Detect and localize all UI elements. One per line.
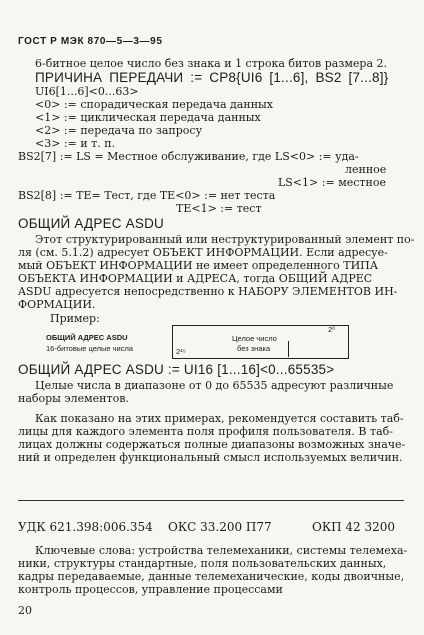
diagram-label-type: 16-битовые целые числа xyxy=(46,344,134,353)
text-line: <3> := и т. п. xyxy=(35,137,116,150)
keywords-line: кадры передаваемые, данные телемеханические, коды двоичные, xyxy=(18,570,405,583)
text-line: <0> := спорадическая передача данных xyxy=(35,98,273,111)
text-line: Целые числа в диапазоне от 0 до 65535 адресуют различные xyxy=(35,379,394,392)
diagram-cell-text: Целое число xyxy=(232,334,277,343)
keywords-line: Ключевые слова: устройства телемеханики, системы телемеха- xyxy=(35,544,408,557)
bit-weight-low: 2¹⁵ xyxy=(176,347,186,356)
text-line: ОБЪЕКТА ИНФОРМАЦИИ и АДРЕСА, тогда ОБЩИЙ АДРЕС xyxy=(18,272,373,285)
text-line: ний и определен функциональный смысл используемых величин. xyxy=(18,451,403,464)
keywords-line: ники, структуры стандартные, поля пользовательских данных, xyxy=(18,557,387,570)
text-line: LS<1> := местное xyxy=(278,176,386,189)
text-line: ля (см. 5.1.2) адресует ОБЪЕКТ ИНФОРМАЦИИ. Если адресуе- xyxy=(18,246,388,259)
okp-code: ОКП 42 3200 xyxy=(312,520,396,534)
bit-field-divider xyxy=(288,341,289,357)
diagram-cell-text: без знака xyxy=(237,344,271,353)
bit-weight-high: 2⁰ xyxy=(328,325,336,334)
text-line: ПРИЧИНА ПЕРЕДАЧИ := CP8{UI6 [1...6], BS2 [7...8]} xyxy=(35,70,389,85)
text-line: ОБЩИЙ АДРЕС ASDU := UI16 [1...16]<0...65535> xyxy=(18,362,335,377)
oks-code: ОКС 33.200 П77 xyxy=(168,520,272,534)
text-line: ФОРМАЦИИ. xyxy=(18,298,96,311)
page-header: ГОСТ Р МЭК 870—5—3—95 xyxy=(18,36,163,47)
text-line: <2> := передача по запросу xyxy=(35,124,203,137)
text-line: BS2[7] := LS = Местное обслуживание, где LS<0> := уда- xyxy=(18,150,359,163)
text-line: наборы элементов. xyxy=(18,392,129,405)
text-line: ASDU адресуется непосредственно к НАБОРУ ЭЛЕМЕНТОВ ИН- xyxy=(18,285,398,298)
page-number: 20 xyxy=(18,604,32,617)
text-line: ленное xyxy=(345,163,387,176)
text-line: лицы для каждого элемента поля профиля пользователя. В таб- xyxy=(18,425,393,438)
udk-code: УДК 621.398:006.354 xyxy=(18,520,153,534)
text-line: UI6[1...6]<0...63> xyxy=(35,85,139,98)
text-line: <1> := циклическая передача данных xyxy=(35,111,261,124)
keywords-line: контроль процессов, управление процессами xyxy=(18,583,283,596)
text-line: TE<1> := тест xyxy=(176,202,262,215)
diagram-label-address: ОБЩИЙ АДРЕС ASDU xyxy=(46,333,128,342)
text-line: Пример: xyxy=(50,312,100,325)
text-line: 6-битное целое число без знака и 1 строка битов размера 2. xyxy=(35,57,388,70)
divider xyxy=(18,500,404,501)
text-line: мый ОБЪЕКТ ИНФОРМАЦИИ не имеет определенного ТИПА xyxy=(18,259,379,272)
text-line: BS2[8] := TE= Тест, где TE<0> := нет теста xyxy=(18,189,276,202)
text-line: Как показано на этих примерах, рекомендуется составить таб- xyxy=(35,412,404,425)
text-line: лицах должны содержаться полные диапазоны возможных значе- xyxy=(18,438,406,451)
text-line: Этот структурированный или неструктурированный элемент по- xyxy=(35,233,415,246)
section-heading: ОБЩИЙ АДРЕС ASDU xyxy=(18,216,164,231)
